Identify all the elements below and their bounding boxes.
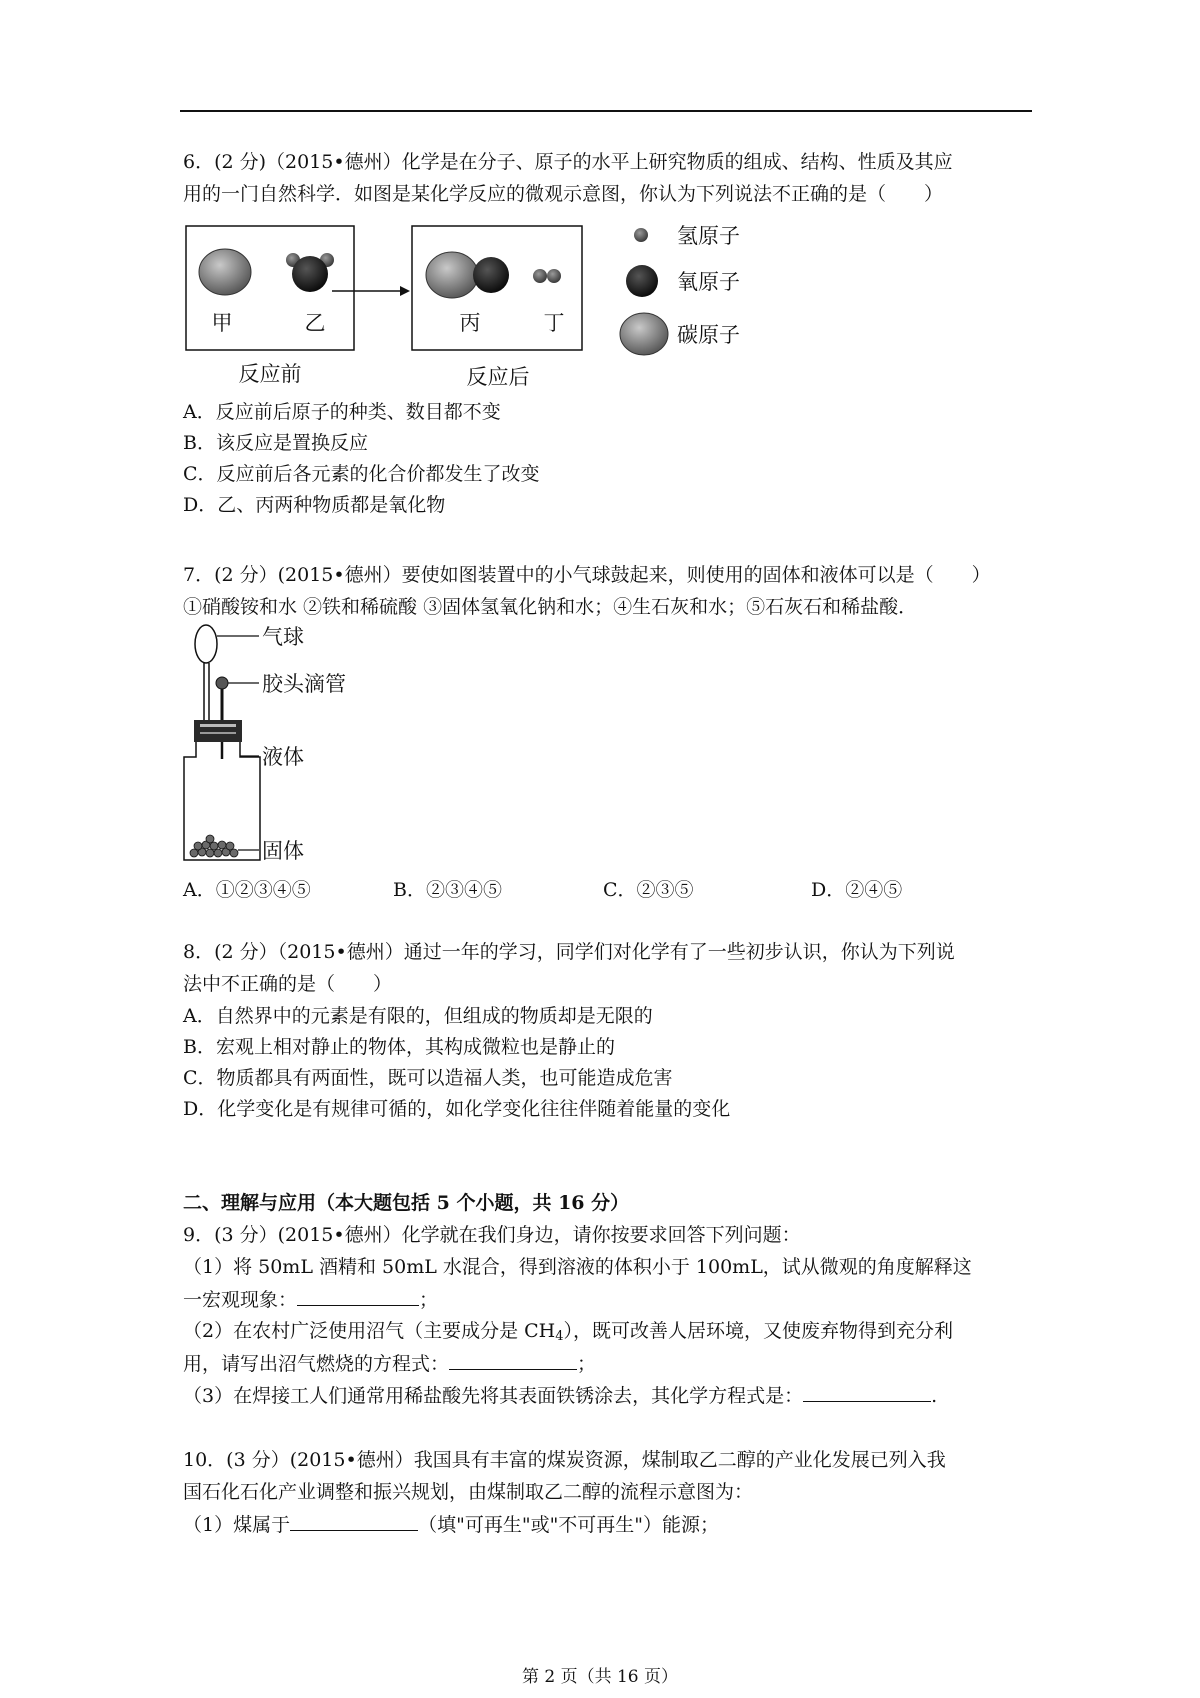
q8-stem-line2: 法中不正确的是（ ） — [183, 973, 393, 995]
q8-option-c: C．物质都具有两面性，既可以造福人类，也可能造成危害 — [183, 1067, 673, 1089]
label-liquid: 液体 — [262, 745, 304, 769]
label-balloon: 气球 — [262, 625, 304, 649]
q6-reaction-diagram — [180, 218, 820, 398]
q8-option-d: D．化学变化是有规律可循的，如化学变化往往伴随着能量的变化 — [183, 1098, 731, 1120]
legend-carbon-icon — [620, 313, 668, 355]
legend-oxygen-icon — [626, 265, 658, 297]
label-bing: 丙 — [459, 311, 481, 335]
legend-hydrogen-icon — [634, 228, 648, 242]
answer-blank[interactable] — [803, 1383, 931, 1402]
caption-after: 反应后 — [466, 365, 530, 389]
carbon-atom-bing — [426, 252, 478, 298]
label-ding: 丁 — [543, 311, 565, 335]
q10-stem-line2: 国石化石化产业调整和振兴规划，由煤制取乙二醇的流程示意图为： — [183, 1481, 754, 1503]
q6-stem-line2: 用的一门自然科学．如图是某化学反应的微观示意图，你认为下列说法不正确的是（ ） — [183, 183, 944, 205]
solid-pellets — [190, 835, 238, 857]
answer-blank[interactable] — [290, 1512, 418, 1531]
q9-part1-line1: （1）将 50mL 酒精和 50mL 水混合，得到溶液的体积小于 100mL，试从微观的角度解释这 — [183, 1256, 972, 1278]
oxygen-atom-bing — [473, 257, 509, 293]
caption-before: 反应前 — [238, 362, 302, 386]
q6-option-d: D．乙、丙两种物质都是氧化物 — [183, 494, 446, 516]
q7-stem-line2: ①硝酸铵和水 ②铁和稀硫酸 ③固体氢氧化钠和水；④生石灰和水；⑤石灰石和稀盐酸． — [183, 596, 918, 618]
q9-part2-line2: 用，请写出沼气燃烧的方程式： ； — [183, 1353, 597, 1375]
label-solid: 固体 — [262, 839, 304, 863]
dropper-bulb — [216, 677, 228, 689]
q7-option-b: B．②③④⑤ — [393, 879, 502, 901]
section-heading: 二、理解与应用（本大题包括 5 个小题，共 16 分） — [183, 1192, 630, 1214]
q8-option-a: A．自然界中的元素是有限的，但组成的物质却是无限的 — [183, 1005, 653, 1027]
hydrogen-atom-ding — [547, 269, 561, 283]
q7-option-d: D．②④⑤ — [811, 879, 903, 901]
balloon — [195, 625, 217, 663]
carbon-atom-jia — [199, 249, 251, 295]
header-rule — [180, 110, 1032, 112]
legend-carbon: 碳原子 — [677, 323, 740, 347]
q9-stem: 9．(3 分）(2015•德州）化学就在我们身边，请你按要求回答下列问题： — [183, 1224, 801, 1246]
q10-part1: （1）煤属于 （填"可再生"或"不可再生"）能源； — [183, 1514, 720, 1536]
q6-option-a: A．反应前后原子的种类、数目都不变 — [183, 401, 501, 423]
oxygen-atom-yi — [292, 256, 328, 292]
q9-part1-line2: 一宏观现象： ； — [183, 1289, 439, 1311]
q7-option-c: C．②③⑤ — [603, 879, 694, 901]
q9-part3: （3）在焊接工人们通常用稀盐酸先将其表面铁锈涂去，其化学方程式是： . — [183, 1385, 938, 1407]
q10-stem-line1: 10．(3 分）(2015•德州）我国具有丰富的煤炭资源，煤制取乙二醇的产业化发展已列入我 — [183, 1449, 946, 1471]
stopper — [194, 720, 242, 742]
q7-option-a: A．①②③④⑤ — [183, 879, 311, 901]
q6-stem-line1: 6．(2 分)（2015•德州）化学是在分子、原子的水平上研究物质的组成、结构、性质及其应 — [183, 151, 953, 173]
q6-option-b: B．该反应是置换反应 — [183, 432, 368, 454]
page-footer: 第 2 页（共 16 页） — [521, 1667, 679, 1687]
legend-oxygen: 氧原子 — [677, 270, 740, 294]
label-dropper: 胶头滴管 — [262, 672, 346, 696]
hydrogen-atom-ding — [533, 269, 547, 283]
label-jia: 甲 — [211, 311, 233, 335]
label-yi: 乙 — [304, 311, 326, 335]
legend-hydrogen: 氢原子 — [677, 224, 740, 248]
q9-part2-line1: （2）在农村广泛使用沼气（主要成分是 $CH_4$），既可改善人居环境，又使废弃物得到充分利 — [183, 1320, 954, 1344]
q6-option-c: C．反应前后各元素的化合价都发生了改变 — [183, 463, 540, 485]
q8-option-b: B．宏观上相对静止的物体，其构成微粒也是静止的 — [183, 1036, 615, 1058]
q7-apparatus-diagram — [180, 622, 380, 867]
q7-stem-line1: 7．(2 分）(2015•德州）要使如图装置中的小气球鼓起来，则使用的固体和液体可以是（ ） — [183, 564, 991, 586]
q8-stem-line1: 8．(2 分）（2015•德州）通过一年的学习，同学们对化学有了一些初步认识，你认为下列说 — [183, 941, 955, 963]
answer-blank[interactable] — [449, 1351, 577, 1370]
reaction-arrowhead — [400, 286, 410, 296]
answer-blank[interactable] — [297, 1287, 419, 1306]
